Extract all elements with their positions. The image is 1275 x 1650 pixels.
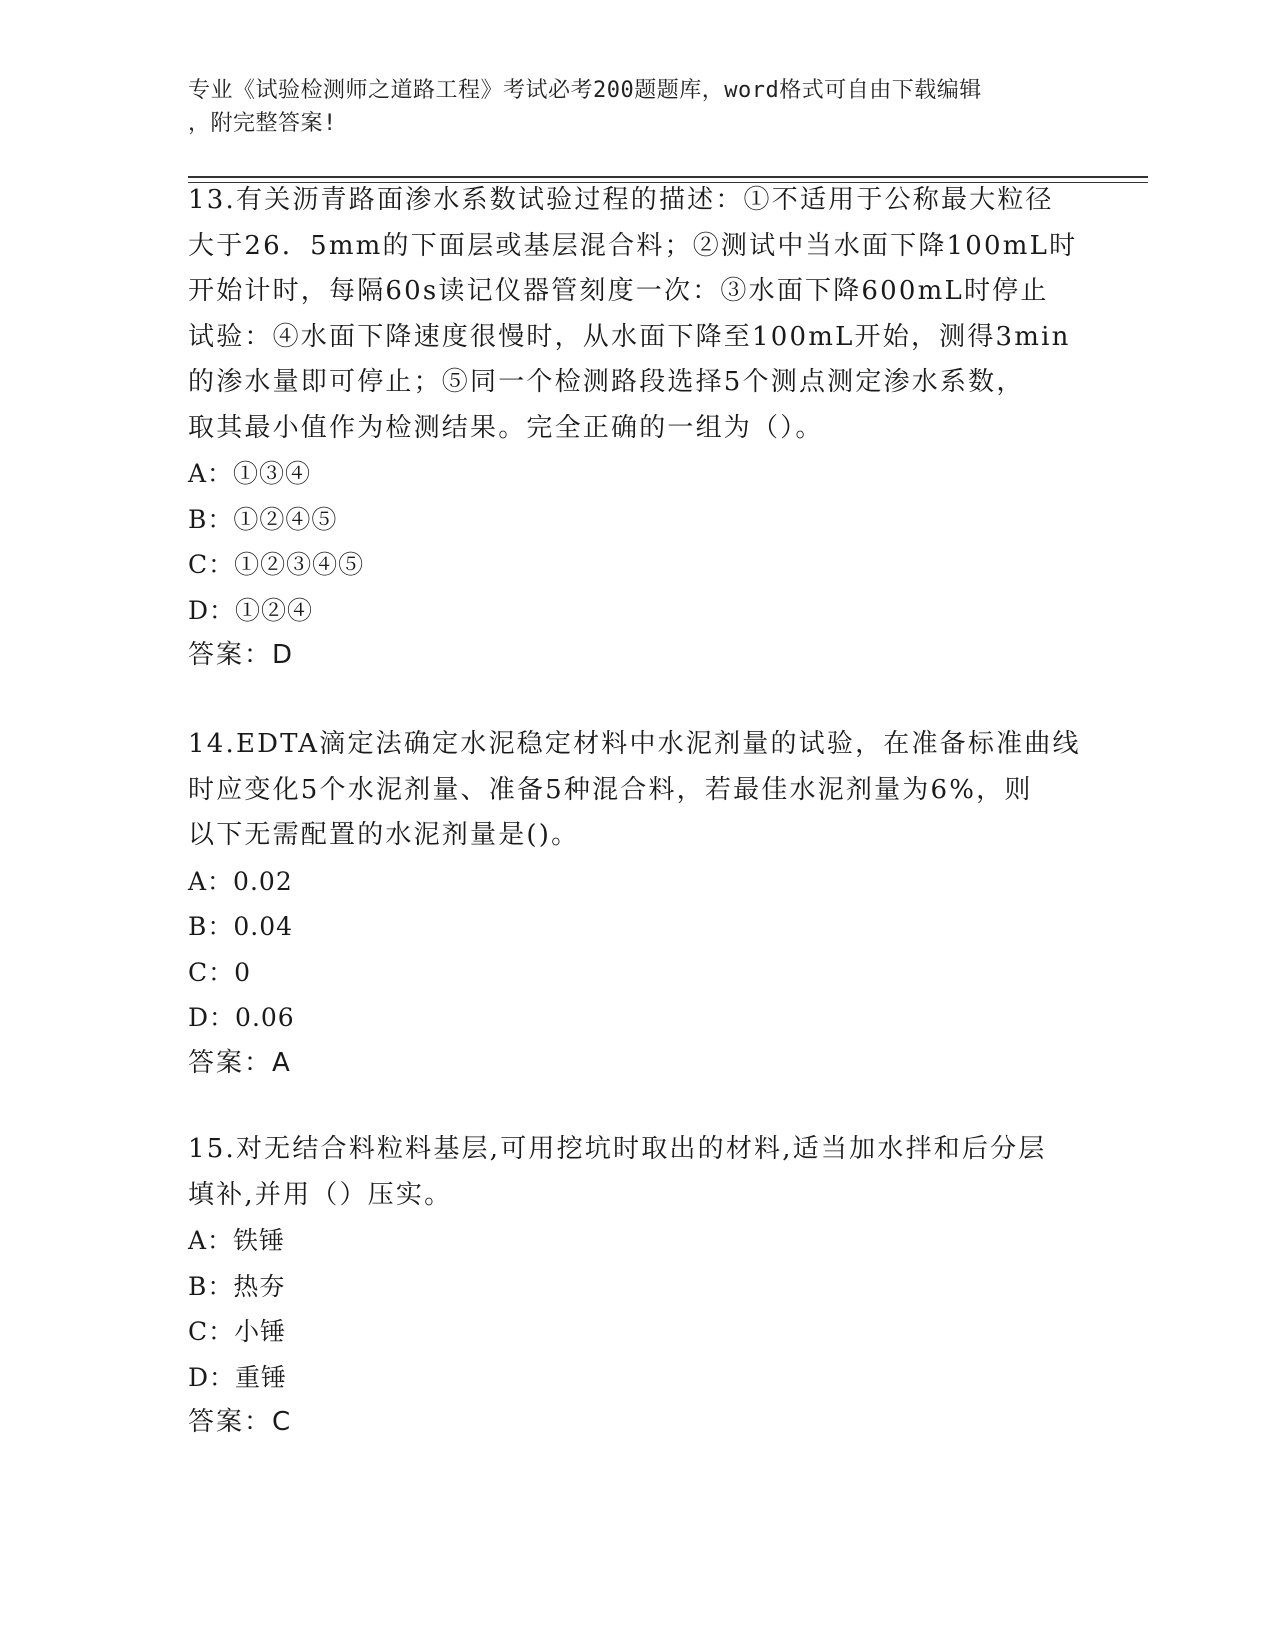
question-13 — [188, 178, 1088, 679]
option-b: B：①②④⑤ — [188, 504, 338, 534]
question-text-line: 试验：④水面下降速度很慢时，从水面下降至100mL开始，测得3min — [188, 321, 1071, 352]
option-d: D：0.06 — [188, 1003, 295, 1032]
header-line-2: ，附完整答案! — [188, 111, 337, 136]
option-b: B：热夯 — [188, 1271, 286, 1301]
answer-line: 答案：C — [188, 1407, 293, 1437]
option-c: C：①②③④⑤ — [188, 550, 365, 579]
question-text-line: 的渗水量即可停止；⑤同一个检测路段选择5个测点测定渗水系数， — [188, 367, 1025, 397]
header-line-1: 专业《试验检测师之道路工程》考试必考200题题库，word格式可自由下载编辑 — [188, 78, 982, 103]
question-text-line: 大于26．5mm的下面层或基层混合料；②测试中当水面下降100mL时 — [188, 230, 1078, 261]
option-d: D：重锤 — [188, 1362, 288, 1392]
option-c: C：0 — [188, 957, 252, 987]
question-text-line: 15.对无结合料粒料基层,可用挖坑时取出的材料,适当加水拌和后分层 — [188, 1134, 1047, 1164]
document-header — [188, 74, 1068, 140]
question-text-line: 取其最小值作为检测结果。完全正确的一组为（）。 — [188, 412, 824, 443]
question-text-line: 14.EDTA滴定法确定水泥稳定材料中水泥剂量的试验，在准备标准曲线 — [188, 729, 1081, 759]
question-text-line: 填补,并用（）压实。 — [188, 1179, 453, 1210]
option-a: A：①③④ — [188, 459, 312, 488]
answer-line: 答案：D — [188, 640, 295, 670]
option-a: A：铁锤 — [188, 1226, 286, 1255]
option-a: A：0.02 — [188, 866, 293, 896]
question-text-line: 13.有关沥青路面渗水系数试验过程的描述：①不适用于公称最大粒径 — [188, 185, 1054, 215]
question-text-line: 开始计时，每隔60s读记仪器管刻度一次：③水面下降600mL时停止 — [188, 276, 1049, 306]
answer-line: 答案：A — [188, 1047, 292, 1078]
question-14 — [188, 722, 1088, 1086]
option-d: D：①②④ — [188, 595, 314, 625]
question-text-line: 时应变化5个水泥剂量、准备5种混合料，若最佳水泥剂量为6%，则 — [188, 774, 1033, 805]
question-15 — [188, 1127, 1088, 1446]
question-text-line: 以下无需配置的水泥剂量是()。 — [188, 820, 580, 850]
option-c: C：小锤 — [188, 1317, 287, 1346]
option-b: B：0.04 — [188, 912, 294, 941]
